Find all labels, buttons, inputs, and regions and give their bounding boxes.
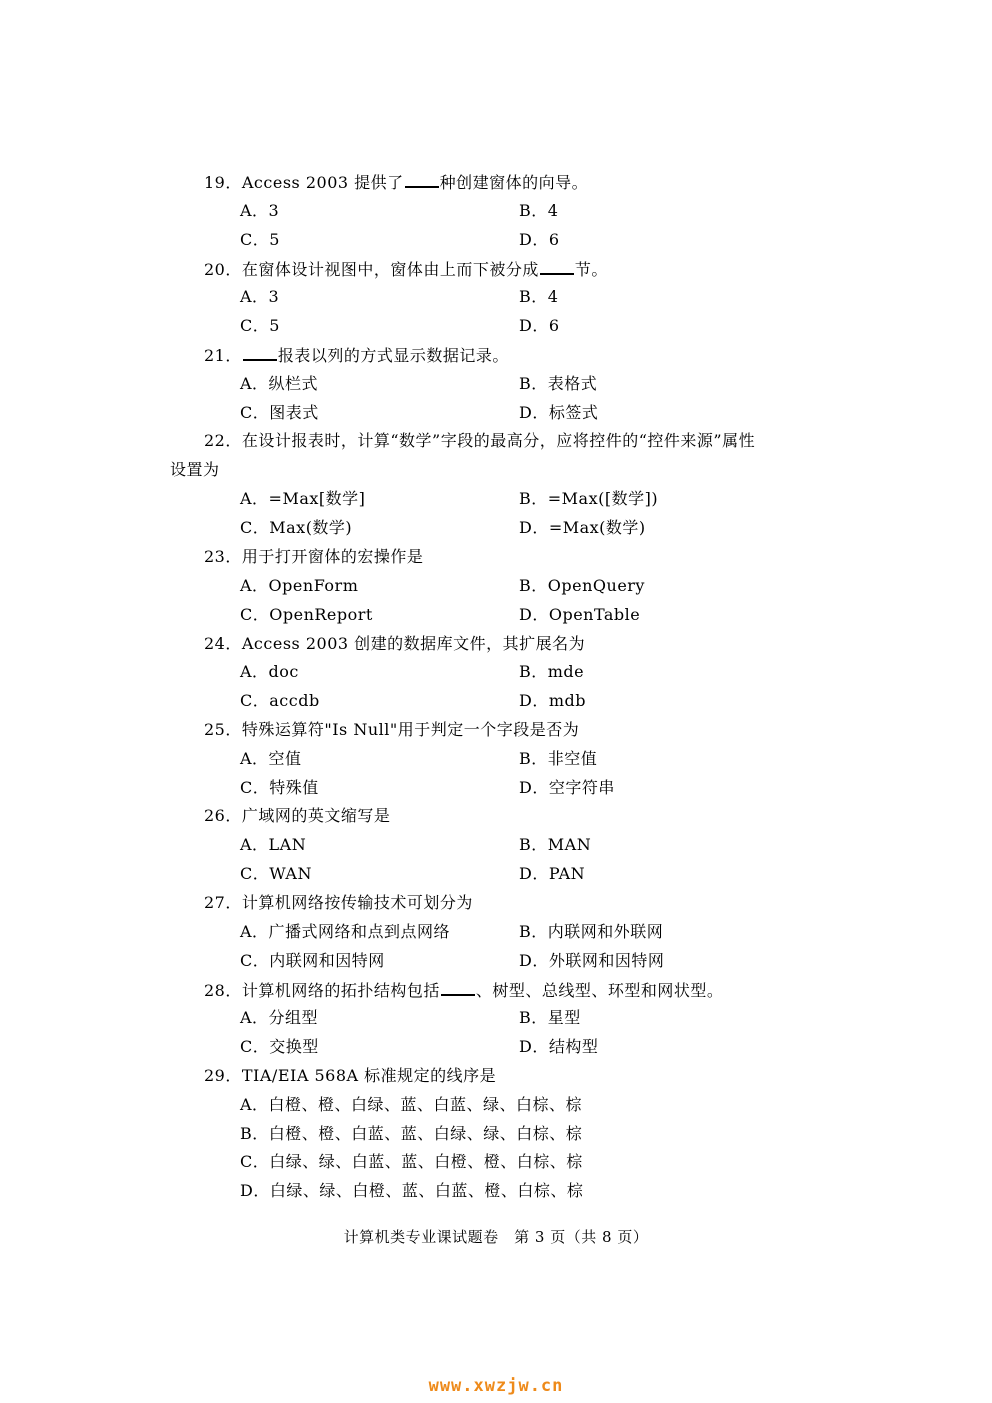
option-a: A．OpenForm	[240, 576, 359, 595]
option-c: C．accdb	[240, 691, 320, 710]
question-22-stem-continued: 设置为	[170, 460, 220, 479]
option-c: C．交换型	[240, 1037, 319, 1056]
option-b: B．4	[519, 201, 559, 220]
question-26-stem: 26．广域网的英文缩写是	[204, 806, 391, 825]
option-a: A．3	[240, 201, 280, 220]
option-b: B．表格式	[519, 374, 598, 393]
option-c: C．5	[240, 316, 280, 335]
option-d: D．=Max(数学)	[519, 518, 646, 537]
option-a: A．LAN	[240, 835, 307, 854]
option-b: B．OpenQuery	[519, 576, 645, 595]
option-c: C．白绿、绿、白蓝、蓝、白橙、橙、白棕、棕	[240, 1152, 583, 1171]
question-24-stem: 24．Access 2003 创建的数据库文件，其扩展名为	[204, 634, 586, 653]
option-b: B．mde	[519, 662, 585, 681]
option-a: A．纵栏式	[240, 374, 319, 393]
page-footer: 计算机类专业课试题卷 第 3 页（共 8 页）	[343, 1228, 649, 1246]
option-d: D．外联网和因特网	[519, 951, 665, 970]
option-b: B．4	[519, 287, 559, 306]
question-19-stem: 19．Access 2003 提供了 种创建窗体的向导。	[204, 173, 589, 192]
option-b: B．=Max([数学])	[519, 489, 659, 508]
option-d: D．PAN	[519, 864, 586, 883]
option-a: A．3	[240, 287, 280, 306]
option-c: C．Max(数学)	[240, 518, 353, 537]
question-25-stem: 25．特殊运算符"Is Null"用于判定一个字段是否为	[204, 720, 580, 739]
option-c: C．图表式	[240, 403, 319, 422]
question-21-stem: 21． 报表以列的方式显示数据记录。	[204, 346, 509, 365]
option-b: B．MAN	[519, 835, 592, 854]
option-c: C．OpenReport	[240, 605, 373, 624]
option-a: A．doc	[240, 662, 299, 681]
question-20-stem: 20．在窗体设计视图中，窗体由上而下被分成 节。	[204, 260, 608, 279]
question-27-stem: 27．计算机网络按传输技术可划分为	[204, 893, 473, 912]
option-b: B．内联网和外联网	[519, 922, 664, 941]
option-d: D．白绿、绿、白橙、蓝、白蓝、橙、白棕、棕	[240, 1181, 584, 1200]
question-22-stem: 22．在设计报表时，计算“数学”字段的最高分，应将控件的“控件来源”属性	[204, 431, 756, 450]
option-d: D．mdb	[519, 691, 586, 710]
answer-blank	[243, 345, 277, 361]
option-a: A．=Max[数学]	[240, 489, 366, 508]
option-d: D．6	[519, 316, 560, 335]
option-b: B．非空值	[519, 749, 598, 768]
option-b: B．白橙、橙、白蓝、蓝、白绿、绿、白棕、棕	[240, 1124, 583, 1143]
option-a: A．白橙、橙、白绿、蓝、白蓝、绿、白棕、棕	[240, 1095, 583, 1114]
option-d: D．空字符串	[519, 778, 615, 797]
option-d: D．OpenTable	[519, 605, 641, 624]
answer-blank	[441, 980, 475, 996]
answer-blank	[540, 259, 574, 275]
option-d: D．结构型	[519, 1037, 599, 1056]
option-c: C．特殊值	[240, 778, 319, 797]
question-28-stem: 28．计算机网络的拓扑结构包括 、树型、总线型、环型和网状型。	[204, 981, 724, 1000]
question-23-stem: 23．用于打开窗体的宏操作是	[204, 547, 424, 566]
option-c: C．内联网和因特网	[240, 951, 385, 970]
option-a: A．空值	[240, 749, 302, 768]
option-d: D．标签式	[519, 403, 599, 422]
option-a: A．分组型	[240, 1008, 319, 1027]
option-c: C．5	[240, 230, 280, 249]
question-29-stem: 29．TIA/EIA 568A 标准规定的线序是	[204, 1066, 497, 1085]
answer-blank	[405, 172, 439, 188]
option-a: A．广播式网络和点到点网络	[240, 922, 451, 941]
watermark-url[interactable]: www.xwzjw.cn	[428, 1376, 564, 1396]
option-d: D．6	[519, 230, 560, 249]
option-c: C．WAN	[240, 864, 312, 883]
option-b: B．星型	[519, 1008, 581, 1027]
